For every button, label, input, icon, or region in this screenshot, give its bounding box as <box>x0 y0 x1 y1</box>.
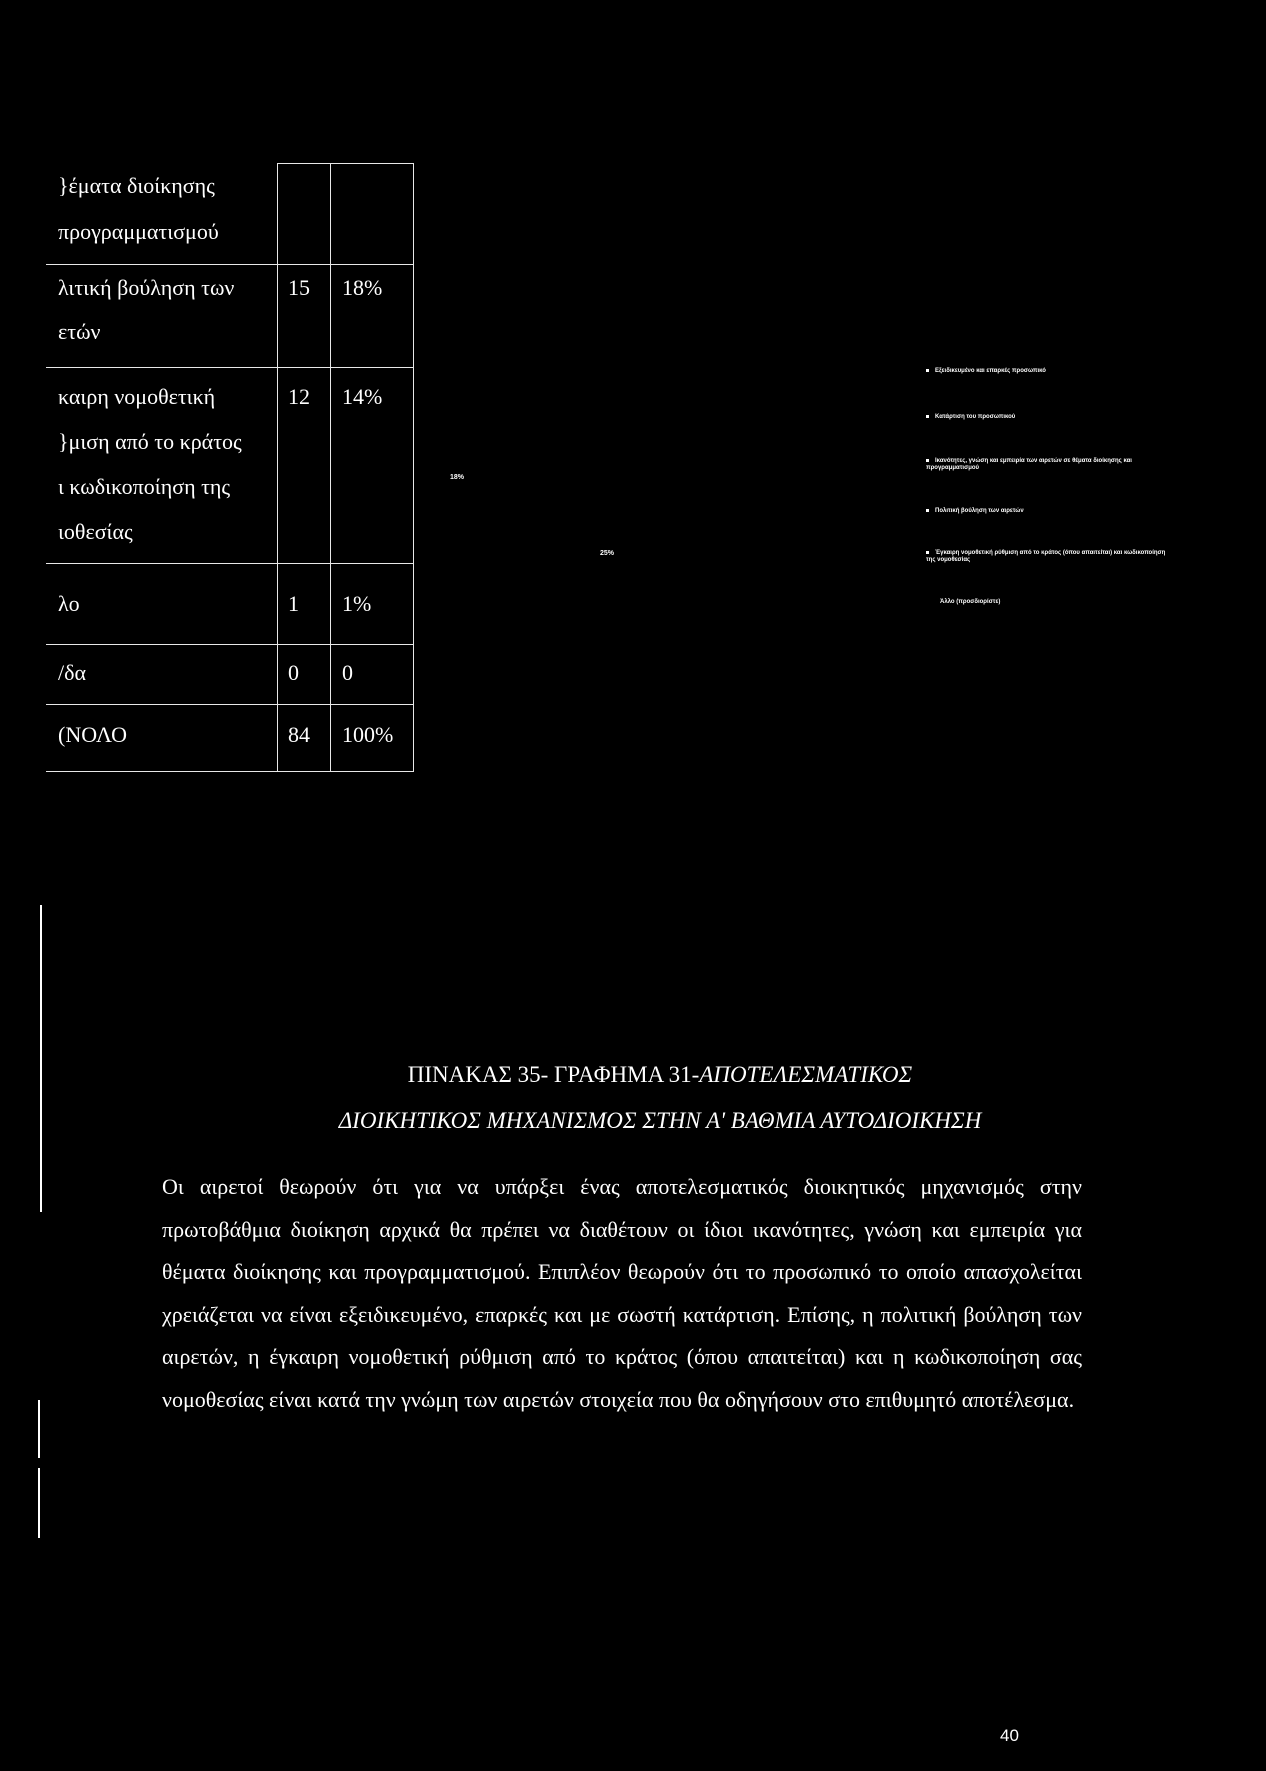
results-table <box>46 163 414 772</box>
legend-bullet-icon <box>926 415 929 418</box>
table-cell-percent: 14% <box>342 384 383 409</box>
margin-line <box>40 905 42 1212</box>
legend-item <box>926 368 1186 375</box>
legend-item <box>940 599 1180 606</box>
table-cell-percent: 1% <box>342 591 372 616</box>
table-cell-count: 15 <box>288 275 310 300</box>
table-row-label: καιρη νομοθετική <box>58 384 216 409</box>
legend-bullet-icon <box>926 459 929 462</box>
table-divider <box>46 563 414 564</box>
table-row-label: ετών <box>58 319 101 344</box>
table-cell-percent: 0 <box>342 660 353 685</box>
table-divider <box>46 644 414 645</box>
table-cell-percent: 18% <box>342 275 383 300</box>
caption-title: ΠΙΝΑΚΑΣ 35- ΓΡΑΦΗΜΑ 31- <box>407 1062 700 1087</box>
table-divider <box>46 704 414 705</box>
table-cell-percent: 100% <box>342 722 394 747</box>
legend-item <box>926 550 1166 564</box>
legend-label: Ικανότητες, γνώση και εμπειρία των αιρετών σε θέματα διοίκησης και προγραμματισμού <box>926 458 1132 471</box>
table-cell-count: 0 <box>288 660 299 685</box>
table-row-label: λιτική βούληση των <box>58 275 235 300</box>
pie-slice-label: 25% <box>600 550 615 557</box>
page-number: 40 <box>1000 1726 1019 1745</box>
table-row-label: προγραμματισμού <box>58 219 219 244</box>
legend-label: Πολιτική βούληση των αιρετών <box>935 508 1024 514</box>
margin-line <box>38 1468 40 1538</box>
legend-label: Εξειδικευμένο και επαρκές προσωπικό <box>935 368 1046 374</box>
legend-label: Άλλο (προσδιορίστε) <box>940 599 1001 605</box>
legend-item <box>926 458 1166 472</box>
table-row-label: (ΝΟΛΟ <box>58 722 127 747</box>
table-divider <box>46 367 414 368</box>
table-row-label: }μιση από το κράτος <box>58 429 242 454</box>
legend-label: Έγκαιρη νομοθετική ρύθμιση από το κράτος (όπου απαιτείται) και κωδικοποίηση της νομοθεσίας <box>926 550 1166 563</box>
legend-label: Κατάρτιση του προσωπικού <box>935 414 1016 420</box>
legend-item <box>926 508 1186 515</box>
table-caption <box>160 1052 1160 1098</box>
pie-slice-label: 18% <box>450 474 465 481</box>
caption-subtitle: ΔΙΟΙΚΗΤΙΚΟΣ ΜΗΧΑΝΙΣΜΟΣ ΣΤΗΝ Α' ΒΑΘΜΙΑ ΑΥΤΟΔΙΟΙΚΗΣΗ <box>338 1108 982 1133</box>
table-divider <box>330 163 331 772</box>
table-divider <box>46 771 414 772</box>
margin-line <box>38 1400 40 1458</box>
legend-item <box>926 414 1186 421</box>
table-row-label: /δα <box>58 660 87 685</box>
table-divider <box>277 163 414 164</box>
table-row-label: }έματα διοίκησης <box>58 173 215 198</box>
table-row-label: ιοθεσίας <box>58 519 133 544</box>
body-paragraph: Οι αιρετοί θεωρούν ότι για να υπάρξει ένας αποτελεσματικός διοικητικός μηχανισμός στην πρωτοβάθμια διοίκηση αρχικά θα πρέπει να διαθέτουν οι ίδιοι ικανότητες, γνώση και εμπειρία για θέματα διοίκησης και προγραμματισμού. Επιπλέον θεωρούν ότι το προσωπικό το οποίο απασχολείται χρειάζεται να είναι εξειδικευμένο, επαρκές και με σωστή κατάρτιση. Επίσης, η πολιτική βούληση των αιρετών, η έγκαιρη νομοθετική ρύθμιση από το κράτος (όπου απαιτείται) και η κωδικοποίηση σας νομοθεσίας είναι κατά την γνώμη των αιρετών στοιχεία που θα οδηγήσουν στο επιθυμητό αποτέλεσμα. <box>162 1174 1082 1412</box>
table-cell-count: 12 <box>288 384 310 409</box>
table-cell-count: 84 <box>288 722 310 747</box>
table-cell-count: 1 <box>288 591 299 616</box>
legend-bullet-icon <box>926 551 929 554</box>
legend-bullet-icon <box>926 369 929 372</box>
table-row-label: λο <box>58 591 80 616</box>
legend-bullet-icon <box>926 509 929 512</box>
table-divider <box>277 163 278 772</box>
caption-title-italic: ΑΠΟΤΕΛΕΣΜΑΤΙΚΟΣ <box>699 1062 913 1087</box>
table-row-label: ι κωδικοποίηση της <box>58 474 231 499</box>
table-divider <box>413 163 414 772</box>
